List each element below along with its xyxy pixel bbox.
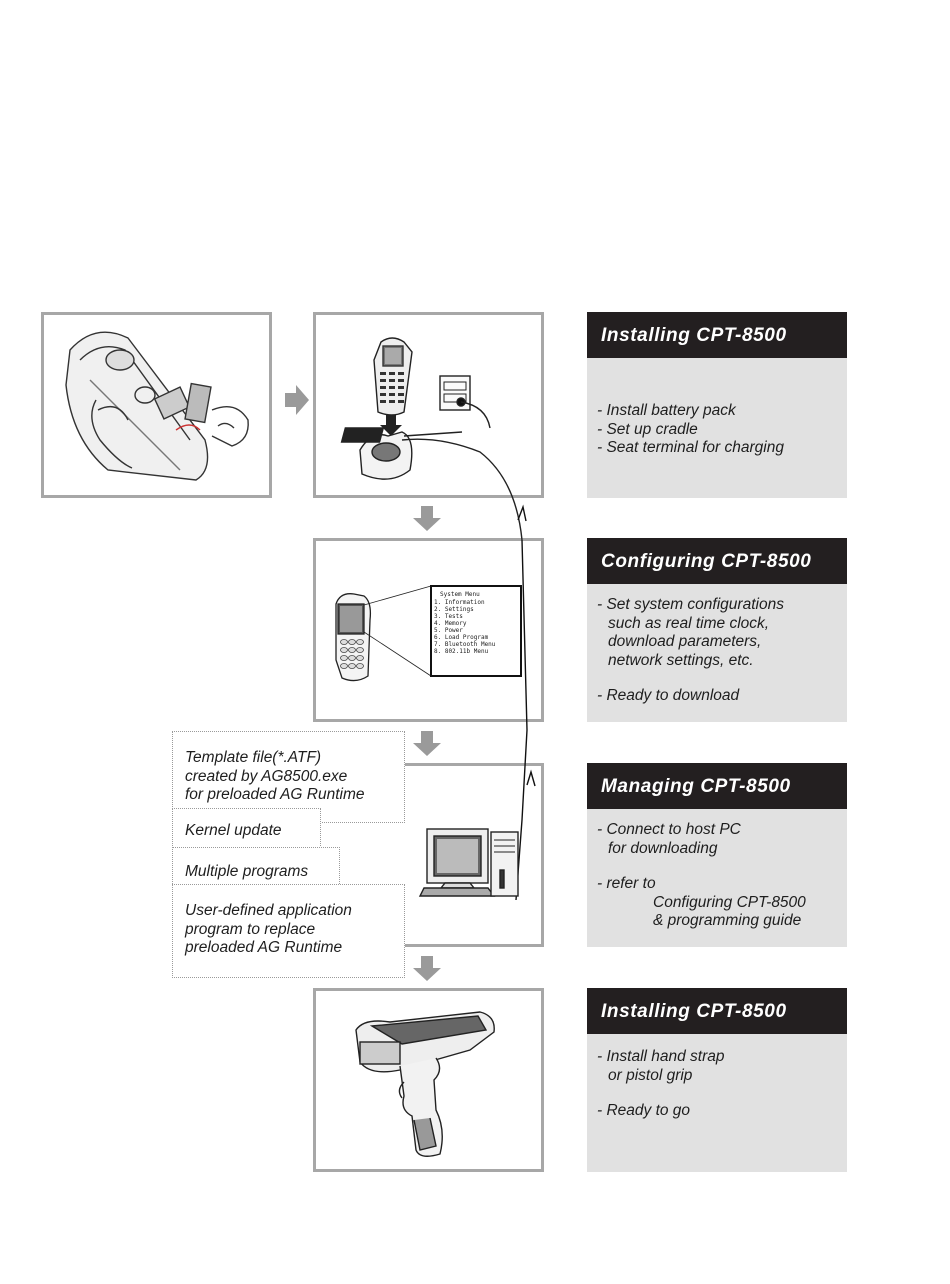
menu-item: 4. Memory <box>434 620 467 627</box>
pistol-grip-illustration <box>356 1012 494 1156</box>
panel-title: Configuring CPT-8500 <box>587 538 847 584</box>
terminal-menu-illustration <box>336 586 521 681</box>
menu-item: 6. Load Program <box>434 634 489 641</box>
panel-title: Managing CPT-8500 <box>587 763 847 809</box>
panel-line: - Set up cradle <box>597 420 698 438</box>
configuring-panel <box>587 538 847 722</box>
panel-title: Installing CPT-8500 <box>587 312 847 358</box>
panel-line: download parameters, <box>608 633 762 650</box>
panel-line: - Connect to host PC <box>597 821 741 838</box>
arrow-down-icon <box>413 506 441 531</box>
note-line: created by AG8500.exe <box>185 767 348 785</box>
kernel-update-note <box>172 808 321 850</box>
note-line: User-defined application <box>185 902 352 919</box>
installing-panel-2 <box>587 988 847 1172</box>
menu-item: 2. Settings <box>434 606 474 613</box>
host-pc-illustration <box>420 829 518 896</box>
panel-line: - Install battery pack <box>597 402 736 419</box>
menu-item: 7. Bluetooth Menu <box>434 641 496 648</box>
managing-panel <box>587 763 847 947</box>
note-line: preloaded AG Runtime <box>185 939 343 956</box>
note-line: Multiple programs <box>185 863 309 880</box>
panel-line: & programming guide <box>653 912 802 929</box>
arrow-up-icon <box>527 772 535 786</box>
panel-line: - refer to <box>597 875 656 892</box>
panel-line: - Install hand strap <box>597 1048 725 1065</box>
menu-title: System Menu <box>440 591 480 598</box>
menu-item: 1. Information <box>434 599 485 606</box>
panel-line: - Ready to download <box>597 687 740 704</box>
panel-line: - Seat terminal for charging <box>597 439 784 456</box>
panel-title: Installing CPT-8500 <box>587 988 847 1034</box>
panel-line: for downloading <box>608 839 718 857</box>
panel-line: network settings, etc. <box>608 651 754 669</box>
installing-panel-1 <box>587 312 847 498</box>
arrow-down-icon <box>413 956 441 981</box>
menu-item: 3. Tests <box>434 613 463 620</box>
note-line: Kernel update <box>185 822 282 839</box>
arrow-down-icon <box>413 731 441 756</box>
user-defined-note <box>172 884 405 978</box>
note-line: program to replace <box>185 920 316 938</box>
panel-line: such as real time clock, <box>608 614 770 632</box>
note-line: Template file(*.ATF) <box>185 749 322 766</box>
panel-line: or pistol grip <box>608 1066 693 1084</box>
menu-item: 5. Power <box>434 627 463 634</box>
menu-item: 8. 802.11b Menu <box>434 648 489 655</box>
panel-line: - Set system configurations <box>597 596 784 613</box>
arrow-right-icon <box>285 385 309 415</box>
panel-line: Configuring CPT-8500 <box>653 893 806 911</box>
battery-illustration <box>66 332 248 480</box>
panel-line: - Ready to go <box>597 1102 691 1119</box>
note-line: for preloaded AG Runtime <box>185 786 365 803</box>
